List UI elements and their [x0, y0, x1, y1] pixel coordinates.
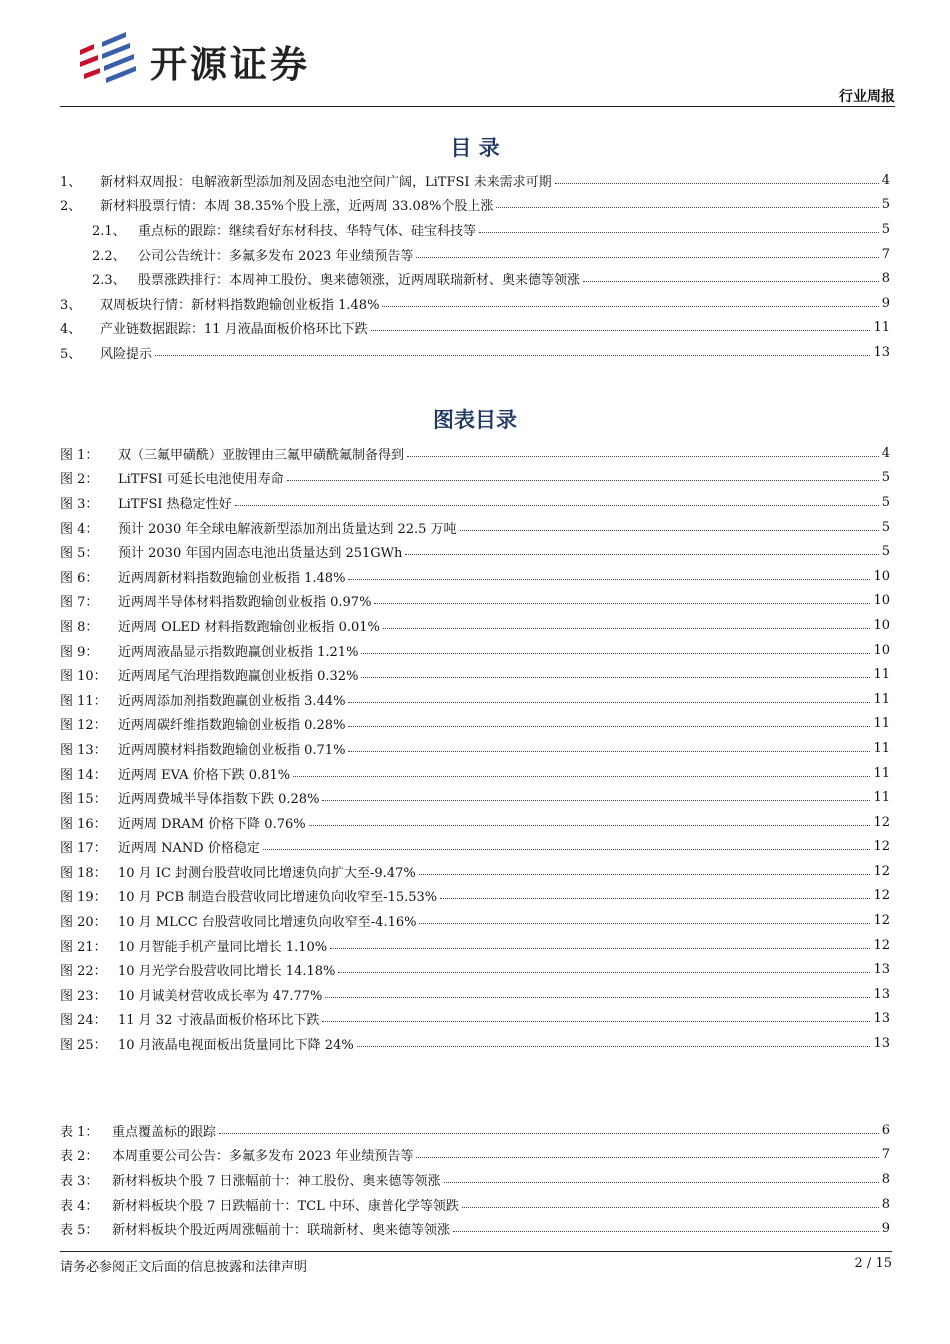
entry-title: 新材料板块个股近两周涨幅前十：联瑞新材、奥来德等领涨 — [112, 1223, 451, 1239]
entry-title: 10 月智能手机产量同比增长 1.10% — [118, 939, 328, 955]
toc-entry[interactable] — [60, 761, 890, 786]
entry-number: 图 22： — [60, 964, 107, 980]
entry-page: 11 — [873, 765, 890, 781]
entry-number: 4、 — [60, 322, 82, 338]
entry-number: 表 2： — [60, 1149, 99, 1165]
entry-number: 图 3： — [60, 496, 99, 512]
entry-page: 13 — [873, 962, 890, 978]
toc-entry[interactable] — [60, 957, 890, 982]
entry-title: 预计 2030 年国内固态电池出货量达到 251GWh — [118, 546, 403, 562]
entry-number: 图 25： — [60, 1038, 107, 1054]
brand-name: 开源证券 — [150, 43, 310, 86]
entry-title: LiTFSI 热稳定性好 — [118, 496, 232, 512]
header-divider — [60, 106, 895, 107]
entry-page: 10 — [873, 617, 890, 633]
toc-entry[interactable] — [60, 810, 890, 835]
toc-entry[interactable] — [60, 736, 890, 761]
toc-entry[interactable] — [60, 168, 890, 193]
toc-entry[interactable] — [60, 982, 890, 1007]
figures-title: 图表目录 — [433, 408, 517, 432]
entry-page: 10 — [873, 593, 890, 609]
dot-leader — [371, 330, 871, 331]
dot-leader — [293, 776, 870, 777]
toc-entry[interactable] — [60, 662, 890, 687]
entry-number: 图 16： — [60, 816, 107, 832]
toc-entry[interactable] — [60, 712, 890, 737]
entry-page: 8 — [881, 271, 890, 287]
dot-leader — [235, 505, 879, 506]
entry-number: 图 2： — [60, 472, 99, 488]
entry-page: 5 — [881, 494, 890, 510]
dot-leader — [263, 849, 871, 850]
entry-number: 图 5： — [60, 546, 99, 562]
toc-entry[interactable] — [60, 340, 890, 365]
toc-entry[interactable] — [60, 687, 890, 712]
entry-page: 13 — [873, 1036, 890, 1052]
toc-entry[interactable] — [60, 908, 890, 933]
entry-title: 10 月液晶电视面板出货量同比下降 24% — [118, 1038, 354, 1054]
dot-leader — [374, 603, 870, 604]
toc-entry[interactable] — [60, 539, 890, 564]
dot-leader — [361, 653, 870, 654]
page-header — [60, 28, 895, 108]
entry-title: 公司公告统计：多氟多发布 2023 年业绩预告等 — [138, 248, 414, 264]
entry-title: 近两周新材料指数跑输创业板指 1.48% — [118, 570, 346, 586]
toc-entry[interactable] — [60, 1167, 890, 1192]
entry-title: LiTFSI 可延长电池使用寿命 — [118, 472, 284, 488]
dot-leader — [416, 257, 878, 258]
entry-title: 近两周 OLED 材料指数跑输创业板指 0.01% — [118, 619, 380, 635]
toc-entry[interactable] — [60, 933, 890, 958]
table-list — [60, 1118, 890, 1241]
entry-title: 近两周费城半导体指数下跌 0.28% — [118, 792, 320, 808]
entry-page: 11 — [873, 716, 890, 732]
toc-entry[interactable] — [60, 564, 890, 589]
dot-leader — [338, 972, 870, 973]
entry-title: 新材料板块个股 7 日跌幅前十：TCL 中环、康普化学等领跌 — [112, 1198, 459, 1214]
entry-number: 3、 — [60, 297, 82, 313]
entry-title: 新材料股票行情：本周 38.35%个股上涨，近两周 33.08%个股上涨 — [100, 199, 494, 215]
entry-page: 13 — [873, 1011, 890, 1027]
entry-page: 12 — [873, 863, 890, 879]
entry-number: 图 6： — [60, 570, 99, 586]
toc-entry[interactable] — [60, 466, 890, 491]
toc-entry[interactable] — [60, 589, 890, 614]
entry-title: 预计 2030 年全球电解液新型添加剂出货量达到 22.5 万吨 — [118, 521, 457, 537]
entry-title: 10 月 PCB 制造台股营收同比增速负向收窄至-15.53% — [118, 890, 438, 906]
dot-leader — [382, 306, 878, 307]
entry-number: 2、 — [60, 199, 82, 215]
dot-leader — [496, 207, 878, 208]
entry-title: 11 月 32 寸液晶面板价格环比下跌 — [118, 1013, 320, 1029]
entry-page: 12 — [873, 839, 890, 855]
dot-leader — [348, 702, 870, 703]
dot-leader — [440, 898, 870, 899]
entry-page: 8 — [881, 1171, 890, 1187]
entry-title: 重点标的跟踪：继续看好东材科技、华特气体、硅宝科技等 — [138, 223, 477, 239]
toc-entry[interactable] — [60, 785, 890, 810]
entry-title: 10 月诚美材营收成长率为 47.77% — [118, 988, 323, 1004]
entry-number: 图 13： — [60, 742, 107, 758]
dot-leader — [325, 997, 870, 998]
toc-entry[interactable] — [60, 441, 890, 466]
entry-number: 图 14： — [60, 767, 107, 783]
toc-entry[interactable] — [60, 242, 890, 267]
entry-page: 4 — [881, 445, 890, 461]
toc-entry[interactable] — [60, 291, 890, 316]
footer-disclaimer: 请务必参阅正文后面的信息披露和法律声明 — [60, 1260, 308, 1275]
dot-leader — [348, 726, 870, 727]
entry-number: 图 10： — [60, 669, 107, 685]
document-type: 行业周报 — [839, 89, 895, 105]
entry-page: 12 — [873, 814, 890, 830]
dot-leader — [383, 628, 871, 629]
entry-page: 11 — [873, 320, 890, 336]
entry-page: 8 — [881, 1196, 890, 1212]
entry-page: 10 — [873, 568, 890, 584]
entry-title: 近两周膜材料指数跑输创业板指 0.71% — [118, 742, 346, 758]
entry-title: 双（三氟甲磺酰）亚胺锂由三氟甲磺酰氟制备得到 — [118, 447, 405, 463]
entry-title: 近两周尾气治理指数跑赢创业板指 0.32% — [118, 669, 359, 685]
entry-number: 图 11： — [60, 693, 107, 709]
entry-page: 9 — [881, 1221, 890, 1237]
dot-leader — [479, 232, 879, 233]
entry-title: 双周板块行情：新材料指数跑输创业板指 1.48% — [100, 297, 380, 313]
entry-number: 图 9： — [60, 644, 99, 660]
entry-number: 表 3： — [60, 1173, 99, 1189]
toc-entry[interactable] — [60, 490, 890, 515]
entry-title: 近两周液晶显示指数跑赢创业板指 1.21% — [118, 644, 359, 660]
entry-title: 本周重要公司公告：多氟多发布 2023 年业绩预告等 — [112, 1149, 414, 1165]
toc-entry[interactable] — [60, 835, 890, 860]
entry-page: 12 — [873, 888, 890, 904]
entry-title: 近两周 NAND 价格稳定 — [118, 841, 260, 857]
entry-page: 11 — [873, 667, 890, 683]
entry-page: 13 — [873, 986, 890, 1002]
toc-entry[interactable] — [60, 1216, 890, 1241]
entry-number: 图 1： — [60, 447, 99, 463]
toc-entry[interactable] — [60, 266, 890, 291]
entry-title: 10 月 IC 封测台股营收同比增速负向扩大至-9.47% — [118, 865, 416, 881]
entry-page: 11 — [873, 691, 890, 707]
toc-entry[interactable] — [60, 1192, 890, 1217]
entry-title: 近两周添加剂指数跑赢创业板指 3.44% — [118, 693, 346, 709]
entry-page: 5 — [881, 221, 890, 237]
toc-entry[interactable] — [60, 515, 890, 540]
entry-title: 重点覆盖标的跟踪 — [112, 1124, 217, 1140]
entry-page: 5 — [881, 470, 890, 486]
entry-number: 图 4： — [60, 521, 99, 537]
entry-number: 图 18： — [60, 865, 107, 881]
dot-leader — [419, 923, 870, 924]
page-footer — [60, 1251, 892, 1275]
entry-page: 11 — [873, 790, 890, 806]
entry-title: 10 月 MLCC 台股营收同比增速负向收窄至-4.16% — [118, 915, 417, 931]
entry-page: 5 — [881, 519, 890, 535]
entry-title: 新材料板块个股 7 日涨幅前十：神工股份、奥来德等领涨 — [112, 1173, 441, 1189]
entry-number: 图 21： — [60, 939, 107, 955]
entry-number: 表 4： — [60, 1198, 99, 1214]
entry-number: 5、 — [60, 346, 82, 362]
dot-leader — [287, 480, 879, 481]
entry-page: 7 — [881, 246, 890, 262]
toc-entry[interactable] — [60, 1143, 890, 1168]
entry-page: 5 — [881, 197, 890, 213]
dot-leader — [444, 1182, 879, 1183]
entry-page: 12 — [873, 937, 890, 953]
toc-title: 目 录 — [450, 136, 500, 160]
entry-number: 图 8： — [60, 619, 99, 635]
dot-leader — [219, 1133, 879, 1134]
entry-page: 13 — [873, 344, 890, 360]
entry-number: 1、 — [60, 174, 82, 190]
toc-entry[interactable] — [60, 638, 890, 663]
entry-page: 12 — [873, 913, 890, 929]
toc-entry[interactable] — [60, 316, 890, 341]
entry-title: 新材料双周报：电解液新型添加剂及固态电池空间广阔，LiTFSI 未来需求可期 — [100, 174, 552, 190]
toc-entry[interactable] — [60, 1118, 890, 1143]
dot-leader — [583, 281, 879, 282]
entry-page: 11 — [873, 740, 890, 756]
entry-page: 10 — [873, 642, 890, 658]
entry-title: 近两周 EVA 价格下跌 0.81% — [118, 767, 291, 783]
entry-number: 2.1、 — [92, 223, 126, 239]
entry-page: 7 — [881, 1147, 890, 1163]
dot-leader — [155, 355, 870, 356]
dot-leader — [322, 1021, 870, 1022]
toc-entry[interactable] — [60, 884, 890, 909]
dot-leader — [357, 1046, 871, 1047]
dot-leader — [460, 530, 879, 531]
entry-number: 表 5： — [60, 1223, 99, 1239]
dot-leader — [407, 456, 879, 457]
dot-leader — [348, 579, 870, 580]
toc-entry[interactable] — [60, 1007, 890, 1032]
dot-leader — [555, 183, 879, 184]
page-number: 2 / 15 — [854, 1256, 892, 1271]
dot-leader — [419, 874, 871, 875]
entry-page: 9 — [881, 295, 890, 311]
toc-entry[interactable] — [60, 859, 890, 884]
entry-number: 图 17： — [60, 841, 107, 857]
entry-title: 近两周 DRAM 价格下降 0.76% — [118, 816, 306, 832]
dot-leader — [330, 948, 870, 949]
entry-number: 图 24： — [60, 1013, 107, 1029]
entry-title: 10 月光学台股营收同比增长 14.18% — [118, 964, 336, 980]
entry-page: 6 — [881, 1122, 890, 1138]
entry-number: 图 19： — [60, 890, 107, 906]
entry-number: 图 7： — [60, 595, 99, 611]
entry-title: 近两周半导体材料指数跑输创业板指 0.97% — [118, 595, 372, 611]
entry-page: 5 — [881, 544, 890, 560]
dot-leader — [462, 1207, 879, 1208]
entry-title: 近两周碳纤维指数跑输创业板指 0.28% — [118, 718, 346, 734]
dot-leader — [309, 825, 871, 826]
dot-leader — [361, 677, 870, 678]
toc-list — [60, 168, 890, 365]
entry-number: 2.2、 — [92, 248, 126, 264]
dot-leader — [453, 1231, 879, 1232]
entry-number: 表 1： — [60, 1124, 99, 1140]
entry-number: 图 15： — [60, 792, 107, 808]
brand-logo — [78, 28, 398, 88]
dot-leader — [348, 751, 870, 752]
entry-number: 2.3、 — [92, 273, 126, 289]
entry-number: 图 20： — [60, 915, 107, 931]
dot-leader — [416, 1157, 878, 1158]
toc-entry[interactable] — [60, 1031, 890, 1056]
toc-entry[interactable] — [60, 217, 890, 242]
dot-leader — [405, 554, 878, 555]
dot-leader — [322, 800, 870, 801]
entry-title: 产业链数据跟踪：11 月液晶面板价格环比下跌 — [100, 322, 368, 338]
entry-page: 4 — [881, 172, 890, 188]
entry-number: 图 12： — [60, 718, 107, 734]
toc-entry[interactable] — [60, 193, 890, 218]
brand-mark-icon — [78, 28, 144, 84]
toc-entry[interactable] — [60, 613, 890, 638]
entry-title: 股票涨跌排行：本周神工股份、奥来德领涨，近两周联瑞新材、奥来德等领涨 — [138, 273, 581, 289]
footer-divider — [60, 1251, 892, 1252]
figure-list — [60, 441, 890, 1056]
entry-title: 风险提示 — [100, 346, 153, 362]
entry-number: 图 23： — [60, 988, 107, 1004]
